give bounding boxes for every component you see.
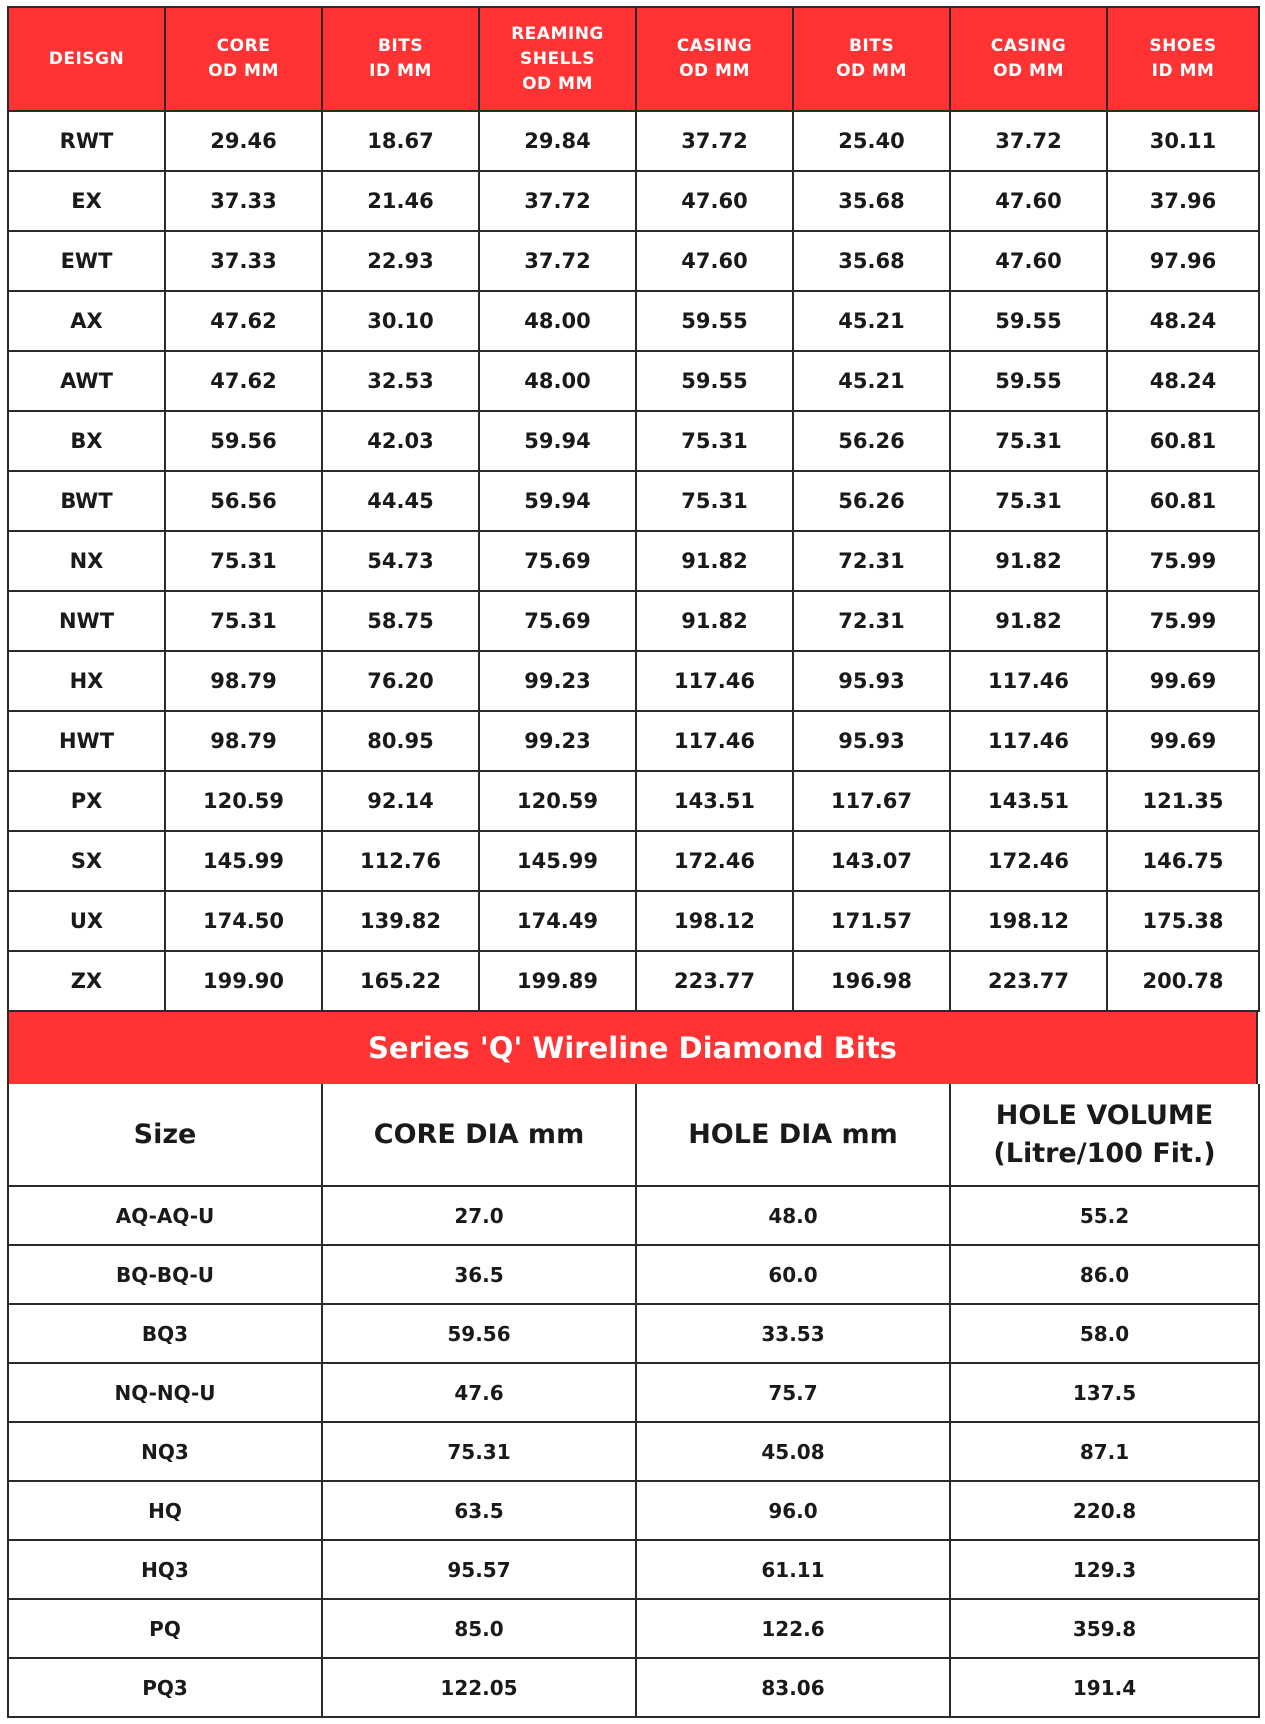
value-cell: 60.81 bbox=[1107, 471, 1259, 531]
table-row bbox=[8, 1599, 1259, 1658]
row-label-cell: BQ3 bbox=[8, 1304, 322, 1363]
value-cell: 175.38 bbox=[1107, 891, 1259, 951]
value-cell: 72.31 bbox=[793, 591, 950, 651]
value-cell: 37.33 bbox=[165, 171, 322, 231]
value-cell: 47.62 bbox=[165, 291, 322, 351]
column-header bbox=[636, 7, 793, 111]
value-cell: 122.05 bbox=[322, 1658, 636, 1717]
column-header-line: CASING bbox=[990, 36, 1067, 56]
value-cell: 198.12 bbox=[950, 891, 1107, 951]
value-cell: 75.31 bbox=[165, 531, 322, 591]
value-cell: 54.73 bbox=[322, 531, 479, 591]
value-cell: 117.46 bbox=[950, 711, 1107, 771]
table-row bbox=[8, 531, 1259, 591]
value-cell: 58.0 bbox=[950, 1304, 1259, 1363]
column-header-line: ID MM bbox=[369, 61, 432, 81]
series-q-banner bbox=[7, 1012, 1258, 1084]
value-cell: 47.60 bbox=[950, 171, 1107, 231]
value-cell: 196.98 bbox=[793, 951, 950, 1011]
value-cell: 91.82 bbox=[950, 531, 1107, 591]
value-cell: 86.0 bbox=[950, 1245, 1259, 1304]
value-cell: 48.00 bbox=[479, 291, 636, 351]
value-cell: 75.31 bbox=[322, 1422, 636, 1481]
value-cell: 61.11 bbox=[636, 1540, 950, 1599]
value-cell: 120.59 bbox=[165, 771, 322, 831]
column-header bbox=[8, 7, 165, 111]
value-cell: 59.55 bbox=[636, 351, 793, 411]
value-cell: 359.8 bbox=[950, 1599, 1259, 1658]
value-cell: 18.67 bbox=[322, 111, 479, 171]
table-row bbox=[8, 231, 1259, 291]
value-cell: 55.2 bbox=[950, 1186, 1259, 1245]
value-cell: 91.82 bbox=[636, 591, 793, 651]
column-header-line: CASING bbox=[676, 36, 753, 56]
row-label-cell: PQ3 bbox=[8, 1658, 322, 1717]
value-cell: 48.24 bbox=[1107, 351, 1259, 411]
value-cell: 37.72 bbox=[479, 231, 636, 291]
column-header-line: ID MM bbox=[1151, 61, 1215, 81]
row-label-cell: ZX bbox=[8, 951, 165, 1011]
value-cell: 92.14 bbox=[322, 771, 479, 831]
row-label-cell: EX bbox=[8, 171, 165, 231]
value-cell: 47.60 bbox=[950, 231, 1107, 291]
value-cell: 75.69 bbox=[479, 531, 636, 591]
row-label-cell: NWT bbox=[8, 591, 165, 651]
value-cell: 29.84 bbox=[479, 111, 636, 171]
column-header bbox=[950, 1084, 1259, 1186]
series-q-table bbox=[7, 1084, 1260, 1718]
table-row bbox=[8, 771, 1259, 831]
column-header-line: DEISGN bbox=[48, 48, 125, 69]
column-header bbox=[322, 1084, 636, 1186]
value-cell: 117.67 bbox=[793, 771, 950, 831]
value-cell: 199.90 bbox=[165, 951, 322, 1011]
table-row bbox=[8, 891, 1259, 951]
value-cell: 35.68 bbox=[793, 231, 950, 291]
row-label-cell: NQ3 bbox=[8, 1422, 322, 1481]
value-cell: 145.99 bbox=[479, 831, 636, 891]
column-header bbox=[8, 1084, 322, 1186]
value-cell: 59.94 bbox=[479, 471, 636, 531]
table-row bbox=[8, 1658, 1259, 1717]
value-cell: 75.99 bbox=[1107, 531, 1259, 591]
value-cell: 59.56 bbox=[165, 411, 322, 471]
table-row bbox=[8, 1422, 1259, 1481]
value-cell: 56.56 bbox=[165, 471, 322, 531]
value-cell: 120.59 bbox=[479, 771, 636, 831]
table-row bbox=[8, 951, 1259, 1011]
value-cell: 42.03 bbox=[322, 411, 479, 471]
value-cell: 223.77 bbox=[636, 951, 793, 1011]
column-header-line: CORE DIA mm bbox=[373, 1118, 585, 1150]
column-header bbox=[636, 1084, 950, 1186]
value-cell: 45.21 bbox=[793, 351, 950, 411]
row-label-cell: NQ-NQ-U bbox=[8, 1363, 322, 1422]
value-cell: 59.55 bbox=[950, 351, 1107, 411]
value-cell: 87.1 bbox=[950, 1422, 1259, 1481]
row-label-cell: BWT bbox=[8, 471, 165, 531]
value-cell: 75.31 bbox=[636, 411, 793, 471]
value-cell: 122.6 bbox=[636, 1599, 950, 1658]
value-cell: 47.62 bbox=[165, 351, 322, 411]
value-cell: 63.5 bbox=[322, 1481, 636, 1540]
value-cell: 121.35 bbox=[1107, 771, 1259, 831]
column-header-line: OD MM bbox=[522, 73, 593, 94]
table-row bbox=[8, 411, 1259, 471]
value-cell: 75.31 bbox=[165, 591, 322, 651]
value-cell: 199.89 bbox=[479, 951, 636, 1011]
column-header-line: OD MM bbox=[993, 61, 1064, 81]
value-cell: 44.45 bbox=[322, 471, 479, 531]
table-row bbox=[8, 1186, 1259, 1245]
value-cell: 35.68 bbox=[793, 171, 950, 231]
column-header-line: (Litre/100 Fit.) bbox=[993, 1137, 1216, 1169]
value-cell: 117.46 bbox=[950, 651, 1107, 711]
value-cell: 220.8 bbox=[950, 1481, 1259, 1540]
table-row bbox=[8, 171, 1259, 231]
value-cell: 36.5 bbox=[322, 1245, 636, 1304]
table-row bbox=[8, 651, 1259, 711]
column-header-line: HOLE VOLUME bbox=[995, 1099, 1214, 1131]
row-label-cell: RWT bbox=[8, 111, 165, 171]
value-cell: 95.93 bbox=[793, 711, 950, 771]
spec-sheet bbox=[7, 6, 1258, 1718]
table-header-row bbox=[8, 1084, 1259, 1186]
value-cell: 25.40 bbox=[793, 111, 950, 171]
value-cell: 48.00 bbox=[479, 351, 636, 411]
column-header bbox=[793, 7, 950, 111]
value-cell: 47.60 bbox=[636, 231, 793, 291]
value-cell: 72.31 bbox=[793, 531, 950, 591]
value-cell: 171.57 bbox=[793, 891, 950, 951]
value-cell: 75.99 bbox=[1107, 591, 1259, 651]
table-row bbox=[8, 111, 1259, 171]
value-cell: 33.53 bbox=[636, 1304, 950, 1363]
value-cell: 174.50 bbox=[165, 891, 322, 951]
value-cell: 47.6 bbox=[322, 1363, 636, 1422]
column-header-line: BITS bbox=[848, 36, 895, 56]
column-header-line: BITS bbox=[377, 36, 424, 56]
column-header bbox=[165, 7, 322, 111]
value-cell: 59.55 bbox=[950, 291, 1107, 351]
value-cell: 37.96 bbox=[1107, 171, 1259, 231]
table-row bbox=[8, 711, 1259, 771]
column-header-line: CORE bbox=[216, 36, 271, 56]
table-row bbox=[8, 291, 1259, 351]
row-label-cell: AWT bbox=[8, 351, 165, 411]
value-cell: 59.94 bbox=[479, 411, 636, 471]
value-cell: 174.49 bbox=[479, 891, 636, 951]
value-cell: 56.26 bbox=[793, 411, 950, 471]
value-cell: 48.24 bbox=[1107, 291, 1259, 351]
value-cell: 75.31 bbox=[950, 411, 1107, 471]
row-label-cell: HQ3 bbox=[8, 1540, 322, 1599]
value-cell: 75.31 bbox=[950, 471, 1107, 531]
value-cell: 96.0 bbox=[636, 1481, 950, 1540]
column-header-line: OD MM bbox=[679, 61, 750, 81]
column-header bbox=[479, 7, 636, 111]
value-cell: 145.99 bbox=[165, 831, 322, 891]
value-cell: 37.33 bbox=[165, 231, 322, 291]
value-cell: 48.0 bbox=[636, 1186, 950, 1245]
value-cell: 60.81 bbox=[1107, 411, 1259, 471]
row-label-cell: AX bbox=[8, 291, 165, 351]
value-cell: 99.23 bbox=[479, 651, 636, 711]
column-header-line: OD MM bbox=[836, 61, 907, 81]
value-cell: 47.60 bbox=[636, 171, 793, 231]
value-cell: 60.0 bbox=[636, 1245, 950, 1304]
row-label-cell: AQ-AQ-U bbox=[8, 1186, 322, 1245]
column-header-line: HOLE DIA mm bbox=[688, 1118, 898, 1150]
table-row bbox=[8, 1481, 1259, 1540]
value-cell: 75.69 bbox=[479, 591, 636, 651]
banner-title: Series 'Q' Wireline Diamond Bits bbox=[368, 1031, 897, 1065]
row-label-cell: BQ-BQ-U bbox=[8, 1245, 322, 1304]
value-cell: 85.0 bbox=[322, 1599, 636, 1658]
value-cell: 59.56 bbox=[322, 1304, 636, 1363]
value-cell: 95.93 bbox=[793, 651, 950, 711]
value-cell: 117.46 bbox=[636, 651, 793, 711]
value-cell: 98.79 bbox=[165, 651, 322, 711]
value-cell: 59.55 bbox=[636, 291, 793, 351]
value-cell: 143.07 bbox=[793, 831, 950, 891]
value-cell: 45.21 bbox=[793, 291, 950, 351]
column-header-line: REAMING bbox=[511, 23, 604, 44]
value-cell: 97.96 bbox=[1107, 231, 1259, 291]
column-header-line: SHOES bbox=[1149, 36, 1217, 56]
row-label-cell: HQ bbox=[8, 1481, 322, 1540]
value-cell: 165.22 bbox=[322, 951, 479, 1011]
value-cell: 30.10 bbox=[322, 291, 479, 351]
value-cell: 98.79 bbox=[165, 711, 322, 771]
value-cell: 21.46 bbox=[322, 171, 479, 231]
value-cell: 99.69 bbox=[1107, 651, 1259, 711]
value-cell: 200.78 bbox=[1107, 951, 1259, 1011]
table-row bbox=[8, 1363, 1259, 1422]
table-row bbox=[8, 1245, 1259, 1304]
value-cell: 37.72 bbox=[636, 111, 793, 171]
column-header bbox=[950, 7, 1107, 111]
value-cell: 83.06 bbox=[636, 1658, 950, 1717]
column-header-line: OD MM bbox=[208, 61, 279, 81]
value-cell: 37.72 bbox=[950, 111, 1107, 171]
value-cell: 95.57 bbox=[322, 1540, 636, 1599]
row-label-cell: UX bbox=[8, 891, 165, 951]
bits-dimensions-table bbox=[7, 6, 1260, 1012]
value-cell: 172.46 bbox=[950, 831, 1107, 891]
value-cell: 139.82 bbox=[322, 891, 479, 951]
column-header-line: SHELLS bbox=[520, 48, 595, 69]
value-cell: 56.26 bbox=[793, 471, 950, 531]
value-cell: 198.12 bbox=[636, 891, 793, 951]
value-cell: 143.51 bbox=[950, 771, 1107, 831]
value-cell: 22.93 bbox=[322, 231, 479, 291]
value-cell: 27.0 bbox=[322, 1186, 636, 1245]
value-cell: 129.3 bbox=[950, 1540, 1259, 1599]
table-row bbox=[8, 591, 1259, 651]
row-label-cell: NX bbox=[8, 531, 165, 591]
value-cell: 76.20 bbox=[322, 651, 479, 711]
value-cell: 58.75 bbox=[322, 591, 479, 651]
table-row bbox=[8, 1540, 1259, 1599]
value-cell: 37.72 bbox=[479, 171, 636, 231]
value-cell: 143.51 bbox=[636, 771, 793, 831]
value-cell: 112.76 bbox=[322, 831, 479, 891]
value-cell: 191.4 bbox=[950, 1658, 1259, 1717]
value-cell: 91.82 bbox=[636, 531, 793, 591]
row-label-cell: EWT bbox=[8, 231, 165, 291]
row-label-cell: BX bbox=[8, 411, 165, 471]
row-label-cell: HWT bbox=[8, 711, 165, 771]
value-cell: 29.46 bbox=[165, 111, 322, 171]
row-label-cell: SX bbox=[8, 831, 165, 891]
table-row bbox=[8, 831, 1259, 891]
row-label-cell: PQ bbox=[8, 1599, 322, 1658]
value-cell: 32.53 bbox=[322, 351, 479, 411]
table-header-row bbox=[8, 7, 1259, 111]
value-cell: 99.23 bbox=[479, 711, 636, 771]
table-row bbox=[8, 1304, 1259, 1363]
value-cell: 80.95 bbox=[322, 711, 479, 771]
value-cell: 137.5 bbox=[950, 1363, 1259, 1422]
table-row bbox=[8, 471, 1259, 531]
value-cell: 146.75 bbox=[1107, 831, 1259, 891]
value-cell: 91.82 bbox=[950, 591, 1107, 651]
column-header bbox=[322, 7, 479, 111]
value-cell: 99.69 bbox=[1107, 711, 1259, 771]
column-header bbox=[1107, 7, 1259, 111]
value-cell: 75.7 bbox=[636, 1363, 950, 1422]
value-cell: 75.31 bbox=[636, 471, 793, 531]
column-header-line: Size bbox=[133, 1118, 197, 1150]
value-cell: 117.46 bbox=[636, 711, 793, 771]
value-cell: 223.77 bbox=[950, 951, 1107, 1011]
row-label-cell: PX bbox=[8, 771, 165, 831]
value-cell: 30.11 bbox=[1107, 111, 1259, 171]
value-cell: 172.46 bbox=[636, 831, 793, 891]
table-row bbox=[8, 351, 1259, 411]
value-cell: 45.08 bbox=[636, 1422, 950, 1481]
row-label-cell: HX bbox=[8, 651, 165, 711]
